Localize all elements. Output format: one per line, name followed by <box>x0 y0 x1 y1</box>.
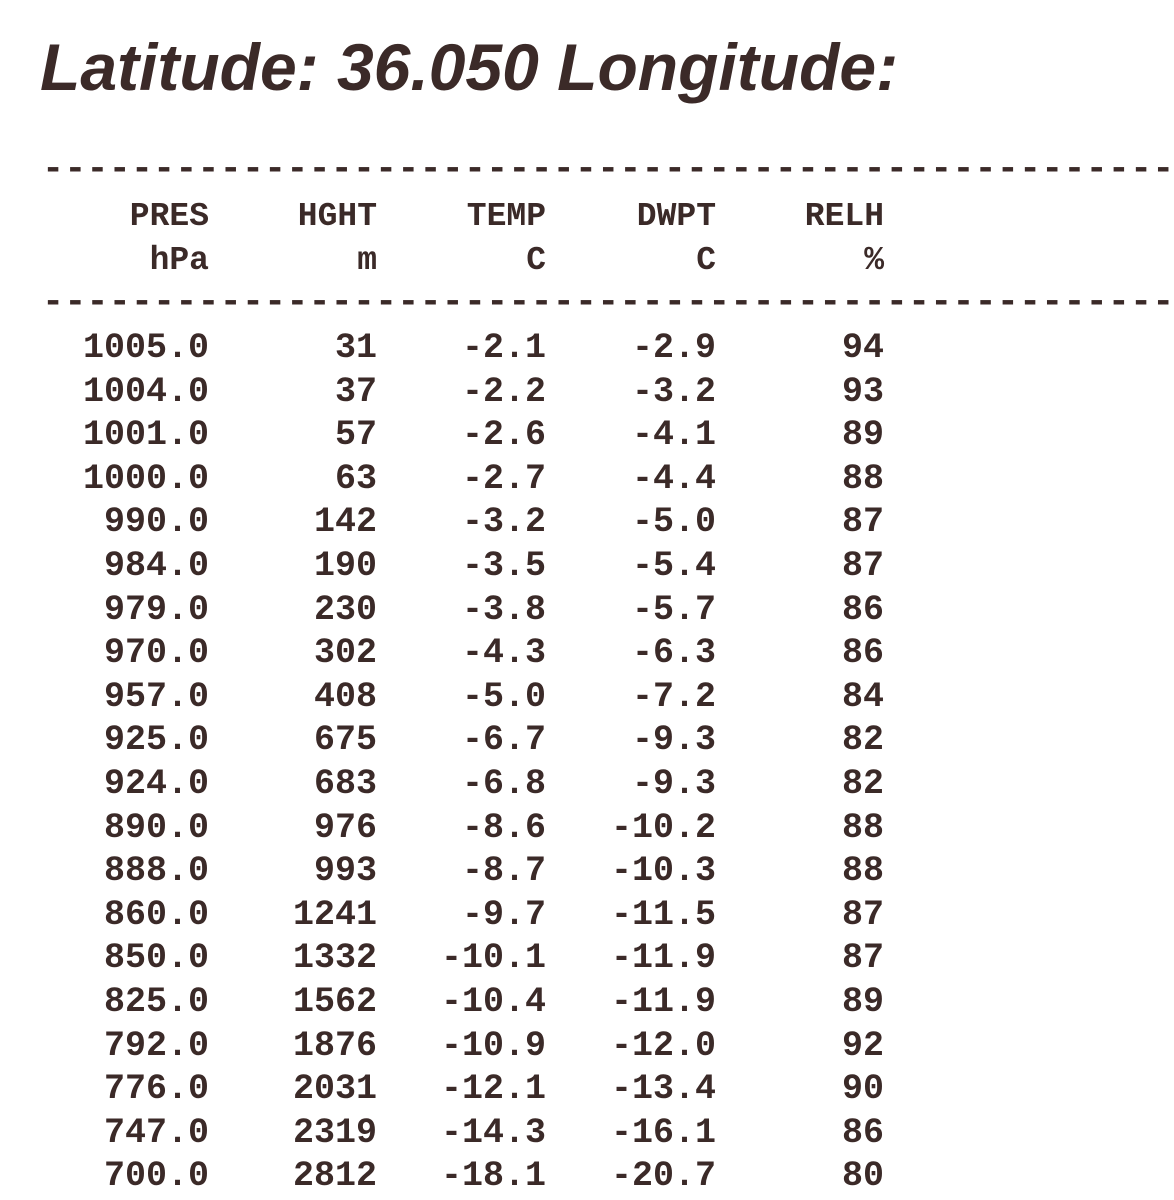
cell-relh: 89 <box>841 982 884 1022</box>
cell-pres: 700.0 <box>103 1156 209 1197</box>
header-hght: HGHT <box>297 198 377 235</box>
table-row <box>0 631 929 675</box>
cell-dwpt: -4.4 <box>631 458 716 499</box>
cell-pres: 825.0 <box>103 982 209 1022</box>
units-row <box>0 239 929 283</box>
cell-temp: -10.1 <box>440 938 546 979</box>
cell-hght: 2812 <box>292 1156 377 1197</box>
cell-relh: 87 <box>841 894 884 935</box>
cell-dwpt: -2.9 <box>631 328 716 368</box>
cell-hght: 37 <box>334 371 377 412</box>
cell-pres: 1001.0 <box>82 415 209 456</box>
cell-temp: -5.0 <box>461 676 546 717</box>
cell-relh: 94 <box>841 328 884 368</box>
table-row <box>0 718 929 762</box>
table-row <box>0 675 929 719</box>
cell-temp: -2.1 <box>461 328 546 368</box>
cell-pres: 860.0 <box>103 894 209 935</box>
cell-dwpt: -11.5 <box>610 894 716 935</box>
cell-dwpt: -5.0 <box>631 502 716 543</box>
cell-dwpt: -11.9 <box>610 982 716 1022</box>
cell-dwpt: -20.7 <box>610 1156 716 1197</box>
table-row <box>0 326 929 370</box>
table-row <box>0 762 929 806</box>
cell-temp: -6.7 <box>461 720 546 761</box>
cell-pres: 776.0 <box>103 1069 209 1110</box>
cell-hght: 2031 <box>292 1069 377 1110</box>
cell-hght: 976 <box>313 807 377 848</box>
cell-relh: 88 <box>841 851 884 892</box>
cell-temp: -8.7 <box>461 851 546 892</box>
header-dashed-rule: --------------------------------------------------- <box>42 282 1174 324</box>
cell-temp: -2.6 <box>461 415 546 456</box>
cell-temp: -3.5 <box>461 546 546 586</box>
table-row <box>0 1111 929 1155</box>
cell-relh: 89 <box>841 415 884 456</box>
table-row <box>0 457 929 501</box>
cell-dwpt: -6.3 <box>631 633 716 674</box>
cell-relh: 86 <box>841 589 884 630</box>
cell-temp: -18.1 <box>440 1156 546 1197</box>
cell-dwpt: -10.2 <box>610 807 716 848</box>
unit-temp: C <box>526 242 546 279</box>
header-pres: PRES <box>129 198 209 235</box>
cell-hght: 408 <box>313 676 377 717</box>
cell-pres: 747.0 <box>103 1112 209 1153</box>
cell-pres: 979.0 <box>103 589 209 630</box>
cell-dwpt: -16.1 <box>610 1112 716 1153</box>
cell-dwpt: -9.3 <box>631 764 716 804</box>
cell-temp: -3.8 <box>461 589 546 630</box>
cell-temp: -10.4 <box>440 982 546 1022</box>
cell-pres: 957.0 <box>103 676 209 717</box>
cell-pres: 890.0 <box>103 807 209 848</box>
top-dashed-rule: --------------------------------------------------- <box>42 149 1174 191</box>
header-row <box>0 195 929 239</box>
cell-relh: 90 <box>841 1069 884 1110</box>
table-row <box>0 588 929 632</box>
unit-hght: m <box>357 242 377 279</box>
cell-relh: 80 <box>841 1156 884 1197</box>
cell-hght: 2319 <box>292 1112 377 1153</box>
cell-dwpt: -13.4 <box>610 1069 716 1110</box>
cell-temp: -6.8 <box>461 764 546 804</box>
cell-temp: -2.2 <box>461 371 546 412</box>
cell-temp: -9.7 <box>461 894 546 935</box>
cell-temp: -3.2 <box>461 502 546 543</box>
cell-temp: -4.3 <box>461 633 546 674</box>
cell-relh: 92 <box>841 1025 884 1066</box>
cell-hght: 142 <box>313 502 377 543</box>
cell-dwpt: -12.0 <box>610 1025 716 1066</box>
table-row <box>0 413 929 457</box>
cell-pres: 850.0 <box>103 938 209 979</box>
cell-pres: 888.0 <box>103 851 209 892</box>
cell-temp: -14.3 <box>440 1112 546 1153</box>
table-row <box>0 849 929 893</box>
cell-dwpt: -5.4 <box>631 546 716 586</box>
table-row <box>0 1024 929 1068</box>
cell-pres: 970.0 <box>103 633 209 674</box>
cell-relh: 88 <box>841 807 884 848</box>
cell-dwpt: -7.2 <box>631 676 716 717</box>
cell-relh: 93 <box>841 371 884 412</box>
cell-hght: 230 <box>313 589 377 630</box>
cell-dwpt: -9.3 <box>631 720 716 761</box>
cell-hght: 190 <box>313 546 377 586</box>
cell-dwpt: -4.1 <box>631 415 716 456</box>
cell-hght: 302 <box>313 633 377 674</box>
cell-pres: 990.0 <box>103 502 209 543</box>
cell-dwpt: -10.3 <box>610 851 716 892</box>
cell-dwpt: -3.2 <box>631 371 716 412</box>
cell-hght: 1562 <box>292 982 377 1022</box>
table-row <box>0 936 929 980</box>
table-row <box>0 544 929 588</box>
cell-pres: 1000.0 <box>82 458 209 499</box>
cell-dwpt: -11.9 <box>610 938 716 979</box>
cell-pres: 984.0 <box>103 546 209 586</box>
cell-relh: 82 <box>841 764 884 804</box>
table-row <box>0 370 929 414</box>
cell-temp: -12.1 <box>440 1069 546 1110</box>
unit-relh: % <box>864 242 884 279</box>
header-dwpt: DWPT <box>636 198 716 235</box>
cell-pres: 792.0 <box>103 1025 209 1066</box>
cell-hght: 57 <box>334 415 377 456</box>
cell-relh: 84 <box>841 676 884 717</box>
table-row <box>0 980 929 1024</box>
page-title: Latitude: 36.050 Longitude: <box>40 30 899 104</box>
cell-hght: 63 <box>334 458 377 499</box>
cell-hght: 993 <box>313 851 377 892</box>
cell-relh: 87 <box>841 502 884 543</box>
table-row <box>0 806 929 850</box>
header-relh: RELH <box>804 198 884 235</box>
cell-hght: 1876 <box>292 1025 377 1066</box>
cell-pres: 924.0 <box>103 764 209 804</box>
cell-relh: 87 <box>841 938 884 979</box>
cell-temp: -8.6 <box>461 807 546 848</box>
unit-pres: hPa <box>149 242 209 279</box>
cell-pres: 1005.0 <box>82 328 209 368</box>
cell-hght: 1241 <box>292 894 377 935</box>
cell-pres: 925.0 <box>103 720 209 761</box>
cell-hght: 1332 <box>292 938 377 979</box>
header-temp: TEMP <box>466 198 546 235</box>
table-row <box>0 893 929 937</box>
cell-hght: 683 <box>313 764 377 804</box>
unit-dwpt: C <box>696 242 716 279</box>
cell-hght: 31 <box>334 328 377 368</box>
cell-relh: 82 <box>841 720 884 761</box>
cell-temp: -2.7 <box>461 458 546 499</box>
cell-pres: 1004.0 <box>82 371 209 412</box>
cell-relh: 86 <box>841 633 884 674</box>
table-row <box>0 1067 929 1111</box>
table-row <box>0 500 929 544</box>
cell-dwpt: -5.7 <box>631 589 716 630</box>
cell-relh: 87 <box>841 546 884 586</box>
cell-hght: 675 <box>313 720 377 761</box>
cell-relh: 88 <box>841 458 884 499</box>
cell-relh: 86 <box>841 1112 884 1153</box>
cell-temp: -10.9 <box>440 1025 546 1066</box>
table-row <box>0 1154 929 1198</box>
